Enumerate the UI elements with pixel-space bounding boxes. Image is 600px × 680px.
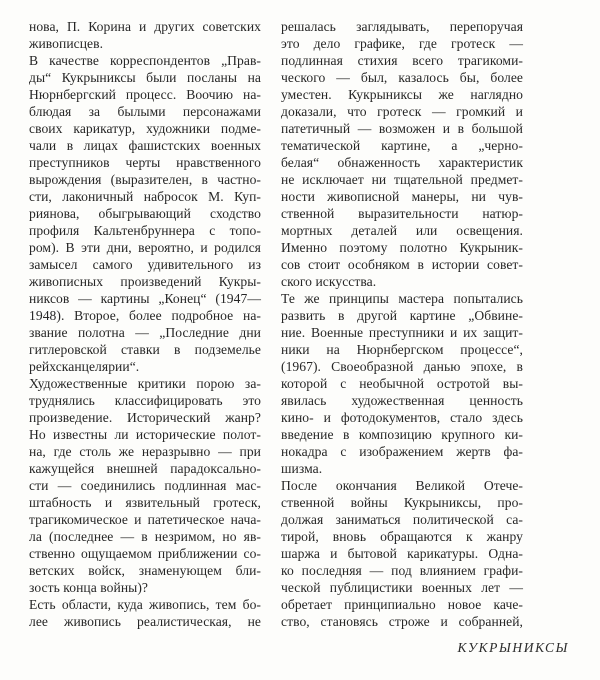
- text-line: мортных деталей или освещения.: [281, 223, 523, 238]
- text-line: ром). В эти дни, вероятно, и родился: [29, 240, 261, 255]
- text-line: ственно ощущаемом приближении со-: [29, 546, 261, 561]
- text-line: не исключает ни тщательной предмет-: [281, 172, 523, 187]
- text-line: кажущейся внешней парадоксально-: [29, 461, 261, 476]
- text-line: звание полотна — „Последние дни: [29, 325, 261, 340]
- text-line: трагикомическое и патетическое нача-: [29, 512, 261, 527]
- text-line: ние. Военные преступники и их защит-: [281, 325, 523, 340]
- text-line: преступников черты нравственного: [29, 155, 261, 170]
- text-line: блюдая за былыми персонажами: [29, 104, 261, 119]
- text-line: вырождения (выразителен, в частно-: [29, 172, 261, 187]
- text-line: чали в лицах фашистских военных: [29, 138, 261, 153]
- text-line: подлинная стихия всего трагикоми-: [281, 53, 523, 68]
- text-line: патетичный — возможен и в большой: [281, 121, 523, 136]
- text-line: труднялись классифицировать это: [29, 393, 261, 408]
- text-line: введение в композицию крупного ки-: [281, 427, 523, 442]
- text-line: (1967). Своеобразной данью эпохе, в: [281, 359, 523, 374]
- text-line: обретает принципиально новое каче-: [281, 597, 523, 612]
- text-line: нокадра с изображением жертв фа-: [281, 444, 523, 459]
- text-line: которой с необычной остротой вы-: [281, 376, 523, 391]
- running-title: КУКРЫНИКСЫ: [457, 640, 569, 655]
- text-line: ветских войск, знаменующем бли-: [29, 563, 261, 578]
- text-line: ники на Нюрнбергском процессе“,: [281, 342, 523, 357]
- text-line: Есть области, куда живопись, тем бо-: [29, 597, 261, 612]
- text-line: замысел самого удивительного из: [29, 257, 261, 272]
- text-line: ко последняя — под влиянием графи-: [281, 563, 523, 578]
- text-line: ство, становясь строже и собранней,: [281, 614, 523, 629]
- text-line: Нюрнбергский процесс. Воочию на-: [29, 87, 261, 102]
- text-line: тематической картине, а „черно-: [281, 138, 523, 153]
- text-line: произведение. Исторический жанр?: [29, 410, 261, 425]
- text-line: живописных произведений Кукры-: [29, 274, 261, 289]
- text-line: лее живопись реалистическая, не: [29, 614, 261, 629]
- text-line: сов стоит особняком в истории совет-: [281, 257, 523, 272]
- text-line: Художественные критики порою за-: [29, 376, 261, 391]
- text-line: профиля Кальтенбруннера с топо-: [29, 223, 261, 238]
- text-line: явилась художественная ценность: [281, 393, 523, 408]
- text-line: живописцев.: [29, 36, 104, 51]
- text-line: ды“ Кукрыниксы были посланы на: [29, 70, 261, 85]
- text-line: ческой публицистики военных лет —: [281, 580, 523, 595]
- text-line: тирой, вновь обращаются к жанру: [281, 529, 523, 544]
- text-line: ческого — был, казалось бы, более: [281, 70, 523, 85]
- text-line: ственной войны Кукрыниксы, про-: [281, 495, 523, 510]
- text-line: риянова, обыгрывающий сходство: [29, 206, 261, 221]
- text-line: В качестве корреспондентов „Прав-: [29, 53, 261, 68]
- right-text-column: [281, 18, 523, 630]
- text-line: уместен. Кукрыниксы же наглядно: [281, 87, 523, 102]
- text-line: шизма.: [281, 461, 323, 476]
- text-line: ского искусства.: [281, 274, 377, 289]
- text-line: шаржа и бытовой карикатуры. Одна-: [281, 546, 523, 561]
- text-line: должая заниматься политической са-: [281, 512, 523, 527]
- text-line: ности живописной манеры, ни чув-: [281, 189, 523, 204]
- text-line: гитлеровской ставки в подземелье: [29, 342, 261, 357]
- text-line: сти — соединились подлинная мас-: [29, 478, 261, 493]
- text-line: 1948). Второе, более подробное на-: [29, 308, 261, 323]
- text-line: зость конца войны)?: [29, 580, 149, 595]
- text-line: никсов — картины „Конец“ (1947—: [29, 291, 261, 306]
- left-text-column: [29, 18, 261, 630]
- text-line: нова, П. Корина и других советских: [29, 19, 261, 34]
- text-line: сти, лаконичный набросок М. Куп-: [29, 189, 261, 204]
- text-line: кино- и фотодокументов, стало здесь: [281, 410, 523, 425]
- text-line: белая“ обнаженность характеристик: [281, 155, 523, 170]
- text-line: развить в другой картине „Обвине-: [281, 308, 523, 323]
- text-line: на, где столь же неразрывно — при: [29, 444, 261, 459]
- text-line: своих карикатур, художники подме-: [29, 121, 261, 136]
- text-line: доказали, что гротеск — громкий и: [281, 104, 523, 119]
- text-line: рейхсканцелярии“.: [29, 359, 140, 374]
- text-line: решалась заглядывать, перепоручая: [281, 19, 523, 34]
- text-line: После окончания Великой Отече-: [281, 478, 523, 493]
- text-line: ла (последнее — в незримом, но яв-: [29, 529, 261, 544]
- text-line: Те же принципы мастера попытались: [281, 291, 523, 306]
- text-line: Именно поэтому полотно Кукрыник-: [281, 240, 523, 255]
- text-line: Но известны ли исторические полот-: [29, 427, 261, 442]
- text-line: это дело графике, где гротеск —: [281, 36, 523, 51]
- text-line: ственной выразительности натюр-: [281, 206, 523, 221]
- text-line: штабность и язвительный гротеск,: [29, 495, 261, 510]
